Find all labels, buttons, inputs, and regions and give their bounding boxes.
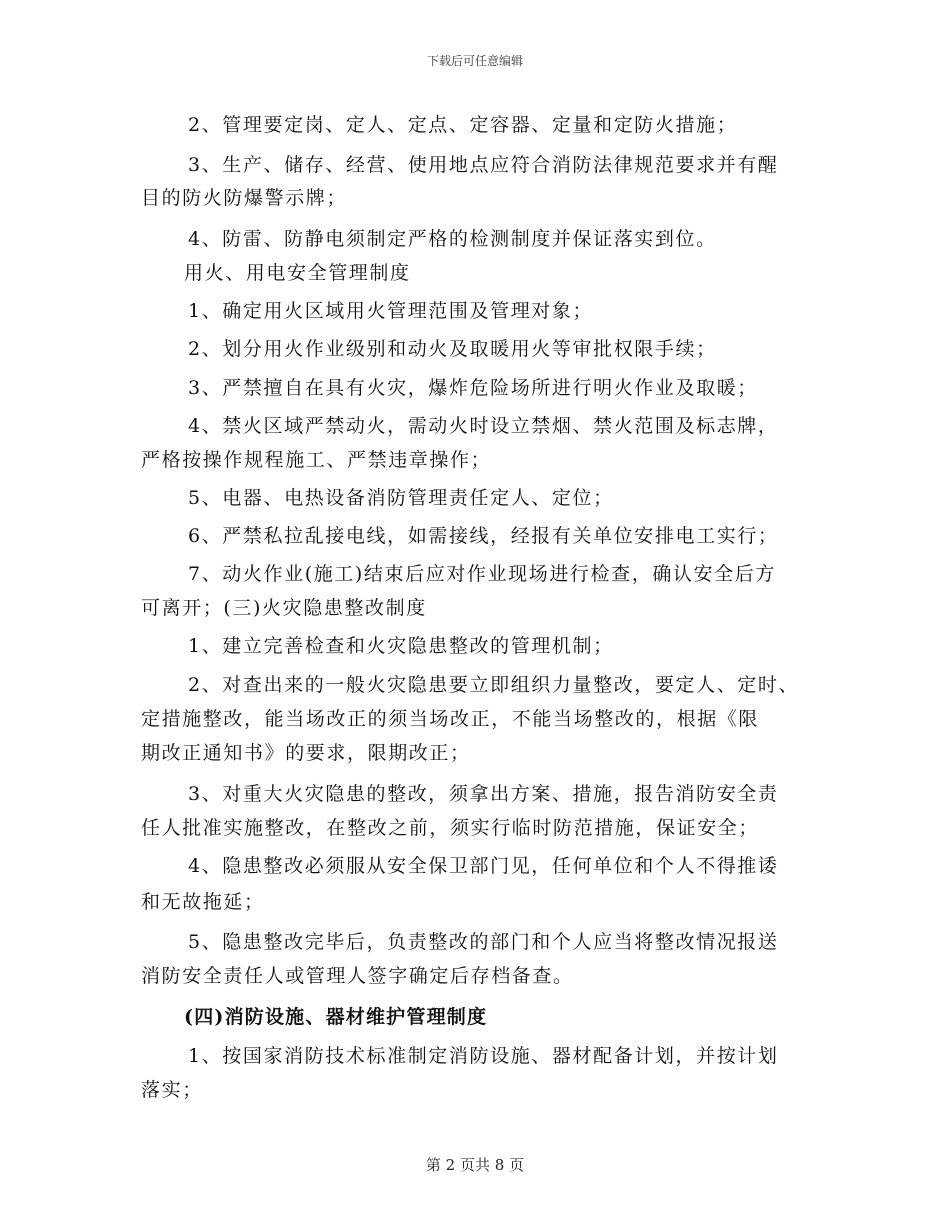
- paragraph-line: 4、防雷、防静电须制定严格的检测制度并保证落实到位。: [188, 228, 717, 250]
- paragraph-line: 7、动火作业(施工)结束后应对作业现场进行检查，确认安全后方: [188, 563, 776, 585]
- paragraph-line: 消防安全责任人或管理人签字确定后存档备查。: [141, 965, 574, 987]
- paragraph-line: 1、建立完善检查和火灾隐患整改的管理机制；: [188, 635, 614, 657]
- paragraph-line: 1、确定用火区域用火管理范围及管理对象；: [188, 300, 594, 322]
- paragraph-line: 5、隐患整改完毕后，负责整改的部门和个人应当将整改情况报送: [188, 931, 779, 953]
- paragraph-line: 和无故拖延；: [141, 891, 265, 913]
- page-header: 下载后可任意编辑: [426, 54, 523, 68]
- page-number: 第 2 页共 8 页: [425, 1156, 525, 1174]
- paragraph-line: 4、隐患整改必须服从安全保卫部门见，任何单位和个人不得推诿: [188, 855, 779, 877]
- paragraph-line: 3、严禁擅自在具有火灾，爆炸危险场所进行明火作业及取暖；: [188, 377, 758, 399]
- paragraph-line: 目的防火防爆警示牌；: [141, 187, 348, 209]
- paragraph-line: 落实；: [141, 1079, 203, 1101]
- paragraph-line: 任人批准实施整改，在整改之前，须实行临时防范措施，保证安全；: [141, 817, 760, 839]
- paragraph-line: 4、禁火区域严禁动火，需动火时设立禁烟、禁火范围及标志牌，: [188, 415, 779, 437]
- section-heading: (四)消防设施、器材维护管理制度: [184, 1006, 488, 1028]
- paragraph-line: 5、电器、电热设备消防管理责任定人、定位；: [188, 487, 614, 509]
- paragraph-line: 2、对查出来的一般火灾隐患要立即组织力量整改，要定人、定时、: [188, 674, 800, 696]
- paragraph-line: 3、对重大火灾隐患的整改，须拿出方案、措施，报告消防安全责: [188, 783, 779, 805]
- paragraph-line: 可离开；(三)火灾隐患整改制度: [141, 597, 427, 619]
- paragraph-line: 1、按国家消防技术标准制定消防设施、器材配备计划，并按计划: [188, 1045, 779, 1067]
- paragraph-line: 严格按操作规程施工、严禁违章操作；: [141, 449, 492, 471]
- paragraph-line: 2、管理要定岗、定人、定点、定容器、定量和定防火措施；: [188, 114, 738, 136]
- paragraph-line: 定措施整改，能当场改正的须当场改正，不能当场整改的，根据《限: [141, 708, 760, 730]
- paragraph-line: 2、划分用火作业级别和动火及取暖用火等审批权限手续；: [188, 338, 717, 360]
- paragraph-line: 6、严禁私拉乱接电线，如需接线，经报有关单位安排电工实行；: [188, 525, 779, 547]
- section-heading: 用火、用电安全管理制度: [184, 262, 411, 284]
- paragraph-line: 3、生产、储存、经营、使用地点应符合消防法律规范要求并有醒: [188, 154, 779, 176]
- paragraph-line: 期改正通知书》的要求，限期改正；: [141, 742, 471, 764]
